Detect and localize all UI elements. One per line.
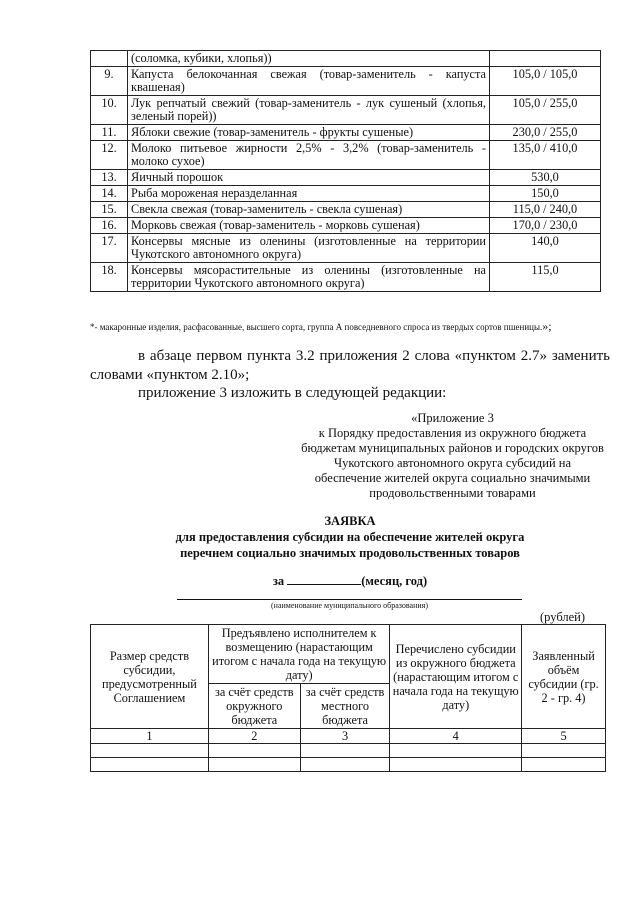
product-value: 230,0 / 255,0 (490, 125, 601, 141)
empty-cell (208, 758, 300, 772)
product-row (91, 218, 601, 234)
column-number: 1 (91, 729, 209, 744)
product-value: 115,0 / 240,0 (490, 202, 601, 218)
header-col5-declared: Заявленный объём субсидии (гр. 2 - гр. 4) (522, 625, 606, 729)
header-col2-claimed: Предъявлено исполнителем к возмещению (нарастающим итогом с начала года на текущую дату) (208, 625, 390, 684)
paragraph-appendix-intro: приложение 3 изложить в следующей редакции: (138, 385, 447, 401)
product-number: 14. (91, 186, 128, 202)
product-name: (соломка, кубики, хлопья)) (128, 51, 490, 67)
product-value: 115,0 (490, 263, 601, 292)
column-number: 2 (208, 729, 300, 744)
empty-cell (522, 744, 606, 758)
product-name: Капуста белокочанная свежая (товар-заменитель - капуста квашеная) (128, 67, 490, 96)
form-title (90, 513, 610, 561)
product-row (91, 234, 601, 263)
product-value: 140,0 (490, 234, 601, 263)
product-name: Свекла свежая (товар-заменитель - свекла сушеная) (128, 202, 490, 218)
product-number: 10. (91, 96, 128, 125)
product-row (91, 186, 601, 202)
product-number: 12. (91, 141, 128, 170)
empty-cell (91, 744, 209, 758)
product-value: 150,0 (490, 186, 601, 202)
product-value: 135,0 / 410,0 (490, 141, 601, 170)
period-blank-field (287, 573, 361, 585)
municipality-blank-line (177, 599, 522, 600)
period-suffix: (месяц, год) (361, 574, 428, 588)
product-value: 530,0 (490, 170, 601, 186)
product-value: 105,0 / 255,0 (490, 96, 601, 125)
product-name: Лук репчатый свежий (товар-заменитель - лук сушеный (хлопья, зеленый порей)) (128, 96, 490, 125)
product-row (91, 170, 601, 186)
appendix-description: к Порядку предоставления из окружного бюджета бюджетам муниципальных районов и городских округов Чукотского автономного округа субсидий на обеспечение жителей округа социально значимыми продовольственными товарами (301, 426, 604, 500)
product-row (91, 125, 601, 141)
empty-cell (208, 744, 300, 758)
empty-cell (300, 744, 390, 758)
product-row (91, 51, 601, 67)
column-number: 3 (300, 729, 390, 744)
footnote-closing-quote: »; (542, 319, 552, 333)
product-name: Консервы мясорастительные из оленины (изготовленные на территории Чукотского автономного округа) (128, 263, 490, 292)
product-row (91, 202, 601, 218)
form-subtitle-1: для предоставления субсидии на обеспечение жителей округа (175, 530, 525, 544)
header-col4-transferred: Перечислено субсидии из окружного бюджета (нарастающим итогом с начала года на текущую дату) (390, 625, 522, 729)
product-row (91, 67, 601, 96)
product-number: 15. (91, 202, 128, 218)
paragraph-amendment: в абзаце первом пункта 3.2 приложения 2 слова «пунктом 2.7» заменить словами «пунктом 2.10»; (90, 348, 610, 383)
product-name: Консервы мясные из оленины (изготовленные на территории Чукотского автономного округа) (128, 234, 490, 263)
product-value (490, 51, 601, 67)
products-table (90, 50, 601, 292)
empty-cell (91, 758, 209, 772)
form-subtitle-2: перечнем социально значимых продовольственных товаров (180, 546, 520, 560)
header-col1-subsidy-amount: Размер средств субсидии, предусмотренный Соглашением (91, 625, 209, 729)
product-number (91, 51, 128, 67)
period-line (90, 573, 610, 589)
empty-cell (522, 758, 606, 772)
product-name: Яичный порошок (128, 170, 490, 186)
product-number: 13. (91, 170, 128, 186)
product-number: 17. (91, 234, 128, 263)
product-number: 11. (91, 125, 128, 141)
period-prefix: за (272, 574, 285, 588)
currency-note: (рублей) (540, 610, 586, 624)
column-number: 5 (522, 729, 606, 744)
appendix-number: «Приложение 3 (411, 411, 494, 425)
product-row (91, 263, 601, 292)
product-number: 16. (91, 218, 128, 234)
form-title-main: ЗАЯВКА (324, 514, 376, 528)
municipality-caption: (наименование муниципального образования) (271, 601, 428, 610)
empty-cell (300, 758, 390, 772)
product-number: 18. (91, 263, 128, 292)
empty-cell (390, 744, 522, 758)
product-name: Рыба мороженая неразделанная (128, 186, 490, 202)
empty-cell (390, 758, 522, 772)
product-name: Яблоки свежие (товар-заменитель - фрукты сушеные) (128, 125, 490, 141)
application-table (90, 624, 606, 772)
column-number: 4 (390, 729, 522, 744)
header-col2-district-budget: за счёт средств окружного бюджета (208, 684, 300, 729)
product-value: 170,0 / 230,0 (490, 218, 601, 234)
header-col3-local-budget: за счёт средств местного бюджета (300, 684, 390, 729)
footnote-text: *- макаронные изделия, расфасованные, высшего сорта, группа А повседневного спроса из твердых сортов пшеницы. (90, 322, 543, 332)
footnote (90, 318, 605, 335)
appendix-header (300, 411, 605, 501)
product-number: 9. (91, 67, 128, 96)
product-name: Морковь свежая (товар-заменитель - морковь сушеная) (128, 218, 490, 234)
product-name: Молоко питьевое жирности 2,5% - 3,2% (товар-заменитель - молоко сухое) (128, 141, 490, 170)
product-row (91, 141, 601, 170)
product-row (91, 96, 601, 125)
product-value: 105,0 / 105,0 (490, 67, 601, 96)
